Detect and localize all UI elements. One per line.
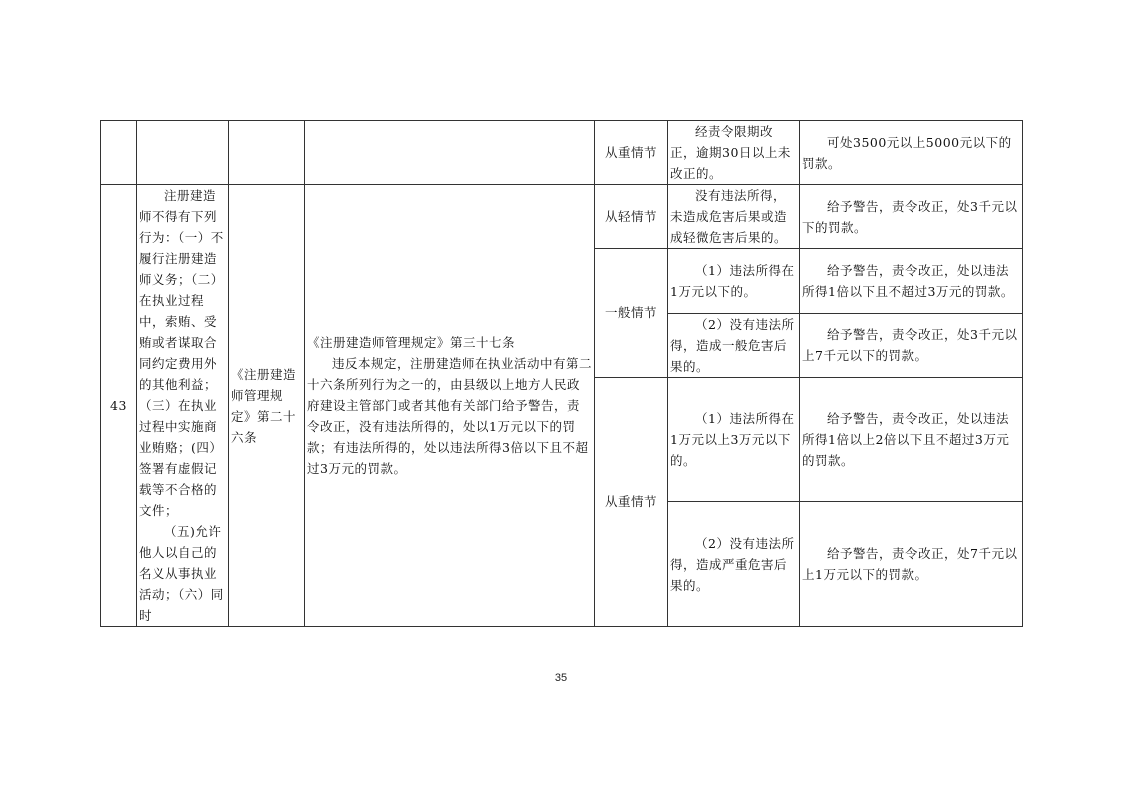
fact-cell: 经责令限期改正，逾期30日以上未改正的。 bbox=[668, 121, 800, 185]
row-number-cell: 43 bbox=[101, 185, 137, 627]
penalty-cell: 给予警告，责令改正，处3千元以上7千元以下的罚款。 bbox=[800, 313, 1023, 377]
page-number: 35 bbox=[554, 672, 568, 684]
circumstance-cell: 从重情节 bbox=[595, 121, 668, 185]
penalty-cell: 给予警告，责令改正，处以违法所得1倍以上2倍以下且不超过3万元的罚款。 bbox=[800, 377, 1023, 502]
penalty-cell: 可处3500元以上5000元以下的罚款。 bbox=[800, 121, 1023, 185]
table-row bbox=[101, 121, 1023, 185]
table-row bbox=[101, 185, 1023, 249]
violation-cell bbox=[137, 121, 229, 185]
violation-cell bbox=[137, 185, 229, 627]
fact-cell: （2）没有违法所得，造成严重危害后果的。 bbox=[668, 502, 800, 627]
legal-basis-cell bbox=[229, 121, 305, 185]
violation-text-continued: （五)允许他人以自己的名义从事执业活动；（六）同时 bbox=[139, 524, 224, 623]
legal-basis-cell: 《注册建造师管理规定》第二十六条 bbox=[229, 185, 305, 627]
row-number-cell bbox=[101, 121, 137, 185]
penalty-cell: 给予警告，责令改正，处3千元以下的罚款。 bbox=[800, 185, 1023, 249]
violation-text: 注册建造师不得有下列行为：（一）不履行注册建造师义务；（二）在执业过程中，索贿、受贿或者谋取合同约定费用外的其他利益；（三）在执业过程中实施商业贿赂；(四）签署有虚假记载等不合格的文件； bbox=[139, 188, 224, 518]
law-article-text: 违反本规定，注册建造师在执业活动中有第二十六条所列行为之一的，由县级以上地方人民政府建设主管部门或者其他有关部门给予警告，责令改正，没有违法所得的，处以1万元以下的罚款；有违法所得的，处以违法所得3倍以下且不超过3万元的罚款。 bbox=[307, 356, 593, 476]
penalty-basis-cell bbox=[305, 121, 595, 185]
fact-cell: （1）违法所得在1万元以上3万元以下的。 bbox=[668, 377, 800, 502]
penalty-cell: 给予警告，责令改正，处以违法所得1倍以下且不超过3万元的罚款。 bbox=[800, 249, 1023, 314]
circumstance-cell: 从轻情节 bbox=[595, 185, 668, 249]
fact-cell: 没有违法所得，未造成危害后果或造成轻微危害后果的。 bbox=[668, 185, 800, 249]
law-article-title: 《注册建造师管理规定》第三十七条 bbox=[307, 335, 516, 350]
penalty-basis-cell bbox=[305, 185, 595, 627]
penalty-standards-table bbox=[100, 120, 1023, 627]
circumstance-cell: 从重情节 bbox=[595, 377, 668, 627]
fact-cell: （2）没有违法所得，造成一般危害后果的。 bbox=[668, 313, 800, 377]
circumstance-cell: 一般情节 bbox=[595, 249, 668, 378]
penalty-cell: 给予警告，责令改正，处7千元以上1万元以下的罚款。 bbox=[800, 502, 1023, 627]
fact-cell: （1）违法所得在1万元以下的。 bbox=[668, 249, 800, 314]
